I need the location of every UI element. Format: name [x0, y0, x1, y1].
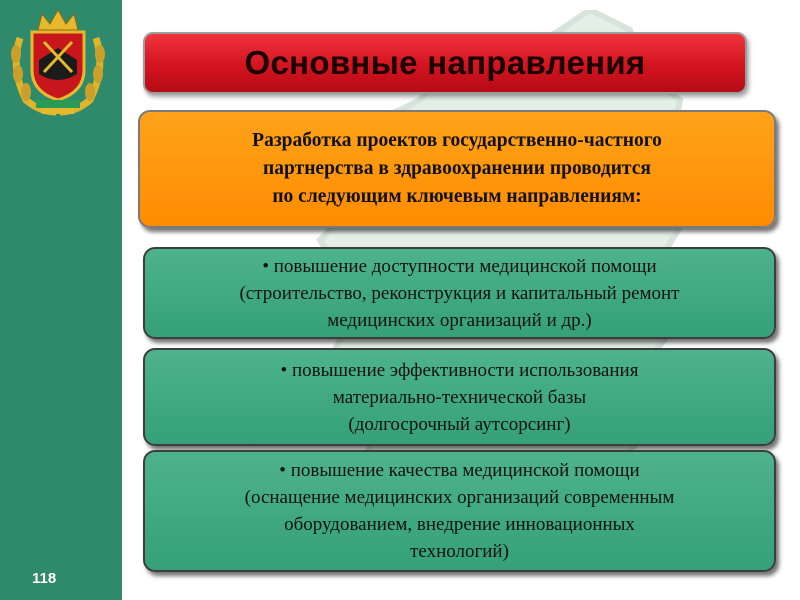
direction-box-accessibility: [143, 247, 776, 339]
direction-line: • повышение эффективности использования: [280, 359, 639, 381]
direction-line: (строительство, реконструкция и капитальный ремонт: [239, 282, 680, 304]
direction-line: оборудованием, внедрение инновационных: [284, 514, 635, 535]
direction-line: материально-технической базы: [332, 386, 587, 408]
intro-line: по следующим ключевым направлениям:: [272, 186, 642, 207]
intro-box: [138, 110, 776, 228]
sidebar: [0, 0, 122, 600]
direction-line: (оснащение медицинских организаций современным: [244, 487, 675, 508]
direction-line: технологий): [410, 541, 509, 562]
slide-title: Основные направления: [244, 44, 646, 81]
intro-line: Разработка проектов государственно-частного: [252, 130, 662, 151]
direction-line: (долгосрочный аутсорсинг): [348, 413, 571, 435]
direction-line: • повышение качества медицинской помощи: [279, 460, 640, 481]
title-bar: [143, 32, 747, 94]
direction-box-efficiency: [143, 348, 776, 446]
direction-line: медицинских организаций и др.): [327, 309, 592, 331]
direction-box-quality: [143, 450, 776, 572]
intro-line: партнерства в здравоохранении проводится: [263, 158, 651, 179]
direction-line: • повышение доступности медицинской помощи: [262, 255, 657, 277]
coat-of-arms-icon: [6, 8, 110, 120]
page-number: 118: [32, 570, 57, 587]
